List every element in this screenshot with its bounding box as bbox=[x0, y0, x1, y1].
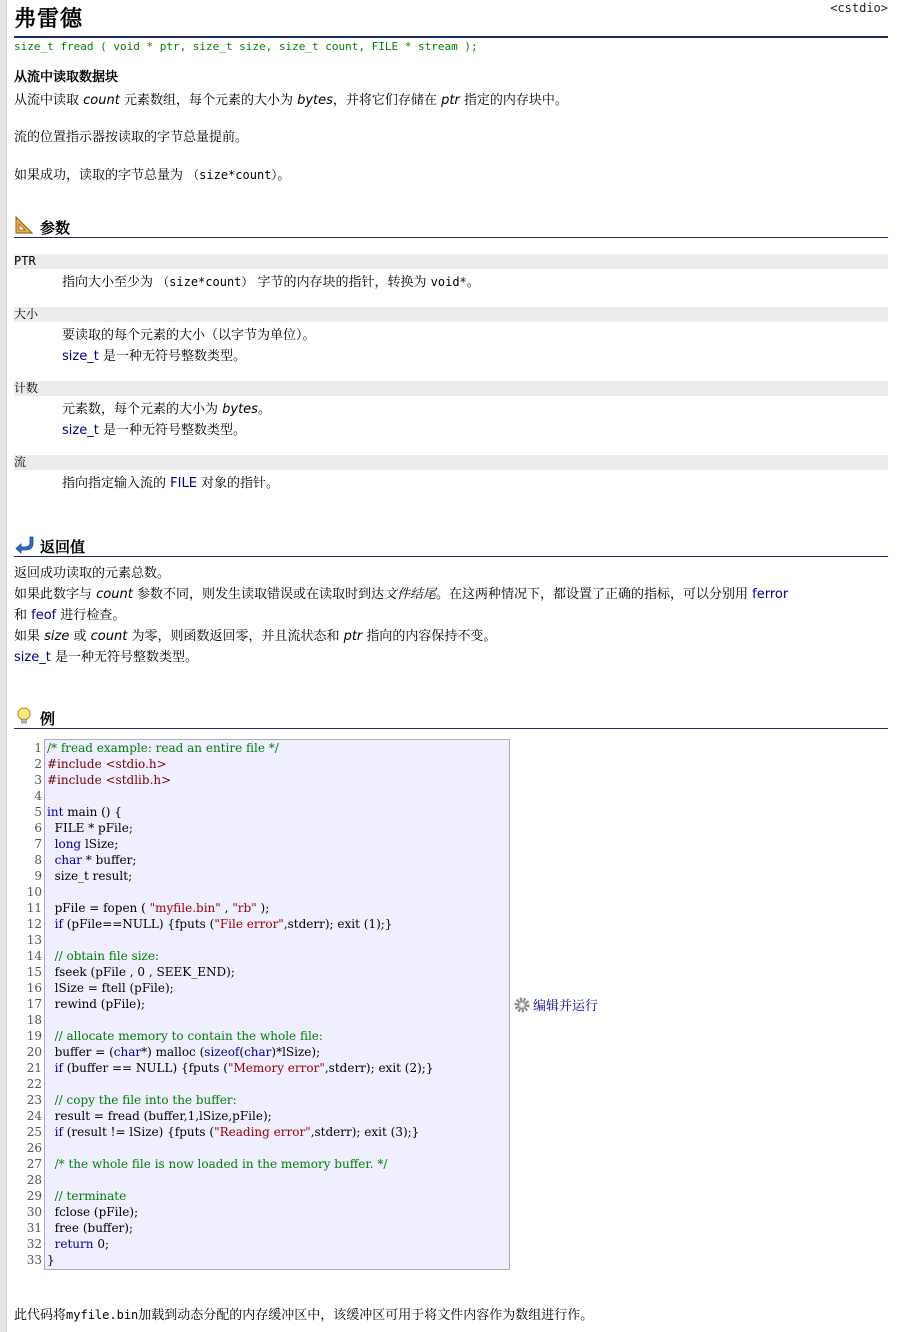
code-line: FILE * pFile; bbox=[47, 821, 133, 835]
param-text: 。 bbox=[466, 275, 480, 290]
param-name-ptr: PTR bbox=[14, 254, 888, 269]
parameters-title: 参数 bbox=[40, 219, 71, 237]
param-text: 是一种无符号整数类型。 bbox=[98, 423, 246, 438]
code-line: #include <stdlib.h> bbox=[47, 773, 172, 787]
param-line bbox=[62, 399, 888, 420]
code-line: // copy the file into the buffer: bbox=[47, 1093, 237, 1107]
param-name-size: 大小 bbox=[14, 307, 888, 322]
page-header bbox=[14, 0, 888, 38]
left-border bbox=[0, 0, 7, 1332]
param-name-count: 计数 bbox=[14, 381, 888, 396]
code-line bbox=[47, 1140, 433, 1156]
code-line: } bbox=[47, 1253, 55, 1267]
ret-text: 或 bbox=[69, 629, 91, 644]
code-line: free (buffer); bbox=[47, 1221, 134, 1235]
ret-text: 指向的内容保持不变。 bbox=[362, 629, 497, 644]
ret-em: size bbox=[44, 629, 70, 644]
ret-em: ptr bbox=[343, 629, 363, 644]
line-number: 12 bbox=[26, 917, 42, 931]
param-em: bytes bbox=[222, 402, 258, 417]
code-line: return 0; bbox=[54, 1237, 109, 1251]
description-paragraph-2: 流的位置指示器按读取的字节总量提前。 bbox=[14, 130, 249, 145]
size-t-link[interactable]: size_t bbox=[62, 423, 99, 438]
code-line bbox=[47, 788, 433, 804]
param-text: 是一种无符号整数类型。 bbox=[98, 349, 246, 364]
edit-and-run-button[interactable] bbox=[514, 995, 598, 1014]
desc-em-count: count bbox=[83, 93, 120, 108]
code-line: #include <stdio.h> bbox=[47, 757, 167, 771]
ret-em: 文件结尾 bbox=[383, 587, 436, 602]
desc-text: 元素数组，每个元素的大小为 bbox=[119, 93, 298, 108]
ret-text: 为零，则函数返回零，并且流状态和 bbox=[127, 629, 344, 644]
desc-text: 从流中读取 bbox=[14, 93, 84, 108]
return-line-4 bbox=[14, 626, 888, 647]
line-number: 5 bbox=[34, 805, 42, 819]
line-number: 13 bbox=[26, 933, 42, 947]
return-line-1: 返回成功读取的元素总数。 bbox=[14, 566, 171, 581]
lightbulb-icon bbox=[14, 706, 34, 726]
param-text: 指向大小至少为 bbox=[62, 275, 158, 290]
return-line-2 bbox=[14, 584, 888, 605]
code-line: fclose (pFile); bbox=[47, 1205, 139, 1219]
parameters-section-header bbox=[14, 211, 888, 238]
code-line bbox=[47, 1172, 433, 1188]
param-text: 指向指定输入流的 bbox=[62, 476, 171, 491]
code-line: long lSize; bbox=[54, 837, 119, 851]
line-number: 22 bbox=[26, 1077, 42, 1091]
page-title: 弗雷德 bbox=[14, 7, 84, 32]
ret-em: count bbox=[90, 629, 128, 644]
ret-text: 如果 bbox=[14, 629, 45, 644]
line-number: 3 bbox=[34, 773, 42, 787]
line-number: 19 bbox=[26, 1029, 42, 1043]
code-line: pFile = fopen ( "myfile.bin" , "rb" ); bbox=[47, 901, 270, 915]
code-line: // terminate bbox=[47, 1189, 127, 1203]
line-number: 24 bbox=[26, 1109, 42, 1123]
desc-em-bytes: bytes bbox=[297, 93, 333, 108]
function-summary: 从流中读取数据块 bbox=[14, 70, 119, 85]
line-number: 9 bbox=[34, 869, 42, 883]
description-paragraph-1 bbox=[14, 92, 888, 110]
line-number: 28 bbox=[26, 1173, 42, 1187]
line-number: 1 bbox=[34, 741, 42, 755]
code-example bbox=[14, 739, 888, 1270]
size-t-link[interactable]: size_t bbox=[14, 650, 51, 665]
line-number: 10 bbox=[26, 885, 42, 899]
example-footer-note bbox=[14, 1306, 888, 1325]
code-lines bbox=[47, 740, 433, 1268]
ruler-icon bbox=[14, 215, 34, 235]
line-number: 16 bbox=[26, 981, 42, 995]
code-line: result = fread (buffer,1,lSize,pFile); bbox=[47, 1109, 272, 1123]
param-desc-size bbox=[62, 325, 888, 367]
desc-text: ，并将它们存储在 bbox=[332, 93, 442, 108]
desc-em-ptr: ptr bbox=[441, 93, 460, 108]
return-arrow-icon bbox=[14, 534, 34, 554]
code-line: // obtain file size: bbox=[47, 949, 160, 963]
line-number-gutter bbox=[14, 740, 42, 1268]
code-line: lSize = ftell (pFile); bbox=[47, 981, 174, 995]
param-text: 要读取的每个元素的大小（以字节为单位）。 bbox=[62, 328, 316, 343]
code-line bbox=[47, 1076, 433, 1092]
param-text: 对象的指针。 bbox=[196, 476, 280, 491]
line-number: 7 bbox=[34, 837, 42, 851]
feof-link[interactable]: feof bbox=[31, 608, 57, 623]
param-text: 元素数，每个元素的大小为 bbox=[62, 402, 223, 417]
code-line: // allocate memory to contain the whole file: bbox=[47, 1029, 323, 1043]
description-paragraph-3 bbox=[14, 166, 888, 185]
ret-text: 进行检查。 bbox=[56, 608, 126, 623]
param-code: （size*count） bbox=[157, 275, 254, 289]
line-number: 15 bbox=[26, 965, 42, 979]
line-number: 31 bbox=[26, 1221, 42, 1235]
param-name-stream: 流 bbox=[14, 455, 888, 470]
ferror-link[interactable]: ferror bbox=[752, 587, 789, 602]
line-number: 8 bbox=[34, 853, 42, 867]
code-line: size_t result; bbox=[47, 869, 133, 883]
file-link[interactable]: FILE bbox=[170, 476, 197, 491]
desc-text: 。 bbox=[277, 168, 291, 183]
line-number: 17 bbox=[26, 997, 42, 1011]
param-type-line bbox=[62, 346, 888, 367]
footer-text: 此代码将 bbox=[14, 1308, 67, 1323]
line-number: 30 bbox=[26, 1205, 42, 1219]
param-desc-ptr bbox=[62, 272, 888, 293]
code-line: buffer = (char*) malloc (sizeof(char)*lSize); bbox=[47, 1045, 321, 1059]
return-line-3 bbox=[14, 605, 888, 626]
code-line bbox=[47, 884, 433, 900]
return-section-header bbox=[14, 530, 888, 557]
line-number: 20 bbox=[26, 1045, 42, 1059]
line-number: 18 bbox=[26, 1013, 42, 1027]
return-title: 返回值 bbox=[40, 538, 86, 556]
example-section-header bbox=[14, 702, 888, 729]
footer-text: 加载到动态分配的内存缓冲区中，该缓冲区可用于将文件内容作为数组进行作。 bbox=[138, 1308, 594, 1323]
line-number: 26 bbox=[26, 1141, 42, 1155]
code-line: if (buffer == NULL) {fputs ("Memory error",stderr); exit (2);} bbox=[54, 1061, 434, 1075]
code-line: /* fread example: read an entire file */ bbox=[47, 741, 279, 755]
code-line bbox=[47, 932, 433, 948]
gear-icon bbox=[514, 997, 530, 1013]
size-t-link[interactable]: size_t bbox=[62, 349, 99, 364]
code-line: char * buffer; bbox=[54, 853, 137, 867]
line-number: 25 bbox=[26, 1125, 42, 1139]
code-line: if (result != lSize) {fputs ("Reading error",stderr); exit (3);} bbox=[54, 1125, 420, 1139]
footer-code: myfile.bin bbox=[66, 1308, 139, 1322]
ret-text: 是一种无符号整数类型。 bbox=[50, 650, 198, 665]
reference-page bbox=[14, 0, 888, 1325]
return-line-5 bbox=[14, 647, 888, 668]
line-number: 23 bbox=[26, 1093, 42, 1107]
code-line: int main () { bbox=[47, 805, 122, 819]
line-number: 27 bbox=[26, 1157, 42, 1171]
example-title: 例 bbox=[40, 710, 56, 728]
param-text: 。 bbox=[257, 402, 271, 417]
line-number: 29 bbox=[26, 1189, 42, 1203]
ret-text: 。在这两种情况下，都设置了正确的指标，可以分别用 bbox=[435, 587, 753, 602]
return-description bbox=[14, 563, 888, 668]
param-code: void* bbox=[430, 275, 467, 289]
desc-text: 如果成功，读取的字节总量为 bbox=[14, 168, 188, 183]
line-number: 14 bbox=[26, 949, 42, 963]
function-prototype: size_t fread ( void * ptr, size_t size, size_t count, FILE * stream ); bbox=[14, 40, 478, 53]
line-number: 4 bbox=[34, 789, 42, 803]
desc-code: （size*count） bbox=[187, 168, 278, 182]
line-number: 2 bbox=[34, 757, 42, 771]
code-line: rewind (pFile); bbox=[47, 997, 145, 1011]
code-line: /* the whole file is now loaded in the memory buffer. */ bbox=[47, 1157, 388, 1171]
ret-text: 和 bbox=[14, 608, 32, 623]
line-number: 21 bbox=[26, 1061, 42, 1075]
ret-text: 如果此数字与 bbox=[14, 587, 97, 602]
header-library-tag[interactable]: <cstdio> bbox=[830, 1, 888, 15]
edit-and-run-label: 编辑并运行 bbox=[533, 999, 599, 1014]
code-line: fseek (pFile , 0 , SEEK_END); bbox=[47, 965, 235, 979]
desc-text: 指定的内存块中。 bbox=[459, 93, 568, 108]
line-number: 33 bbox=[26, 1253, 42, 1267]
code-line: if (pFile==NULL) {fputs ("File error",stderr); exit (1);} bbox=[54, 917, 393, 931]
line-number: 6 bbox=[34, 821, 42, 835]
line-number: 32 bbox=[26, 1237, 42, 1251]
ret-text: 参数不同，则发生读取错误或在读取时到达 bbox=[132, 587, 384, 602]
ret-em: count bbox=[96, 587, 133, 602]
param-desc-stream bbox=[62, 473, 888, 494]
param-type-line bbox=[62, 420, 888, 441]
line-number: 11 bbox=[26, 901, 42, 915]
code-line bbox=[47, 1012, 433, 1028]
param-text: 字节的内存块的指针，转换为 bbox=[253, 275, 431, 290]
param-desc-count bbox=[62, 399, 888, 441]
